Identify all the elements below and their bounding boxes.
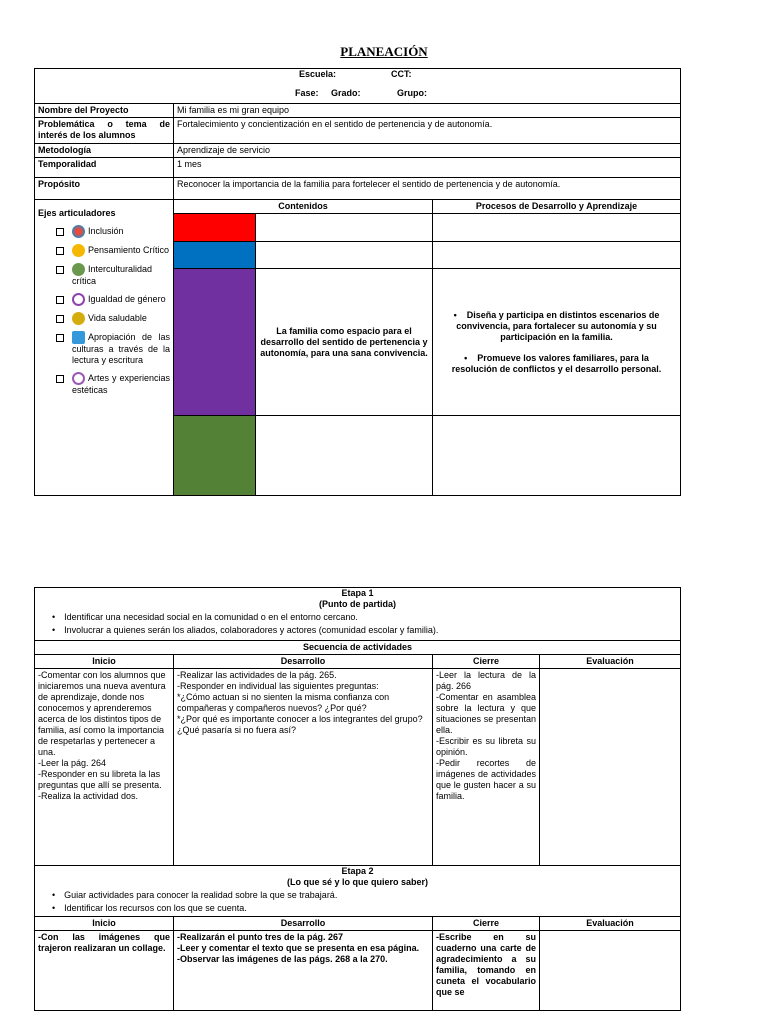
proposito-value: Reconocer la importancia de la familia para fortelecer el sentido de pertenencia y de autonomía. <box>174 178 681 200</box>
proposito-label: Propósito <box>35 178 174 200</box>
proposito-row <box>35 178 681 200</box>
problematica-label: Problemática o tema de interés de los alumnos <box>35 118 174 144</box>
grado-label: Grado: <box>331 88 361 98</box>
book-icon <box>72 331 85 344</box>
etapa1-inicio: -Comentar con los alumnos que iniciaremos una nueva aventura de aprendizaje, donde nos conocemos y aprenderemos acerca de los distintos tipos de familia, así como la importancia de respetarlas y pertenecer a una. -Leer la pág. 264 -Responder en su libreta la las preguntas que allí se presenta. -Realiza la actividad dos. <box>35 669 174 866</box>
etapas-table <box>34 587 681 1011</box>
pda-item: • Diseña y participa en distintos escenarios de convivencia, para fortalecer su autonomía y su participación en la familia. <box>441 310 672 343</box>
etapa2-inicio: -Con las imágenes que trajeron realizaran un collage. <box>35 931 174 1011</box>
eje-pensamiento: Pensamiento Crítico <box>56 244 170 257</box>
etapa2-desarrollo: -Realizarán el punto tres de la pág. 267 -Leer y comentar el texto que se presenta en esa página. -Observar las imágenes de las págs. 268 a la 270. <box>174 931 433 1011</box>
metodologia-label: Metodología <box>35 144 174 158</box>
etapa1-bullet: • Involucrar a quienes serán los aliados, colaboradores y actores (comunidad escolar y familia). <box>52 625 677 636</box>
etapa1-title: Etapa 1 <box>341 588 374 598</box>
eje-artes: Artes y experiencias estéticas <box>56 372 170 396</box>
checkbox-icon <box>56 266 64 274</box>
col-evaluacion: Evaluación <box>540 917 681 931</box>
metodologia-row <box>35 144 681 158</box>
etapa2-evaluacion <box>540 931 681 1011</box>
color-block-red <box>174 214 256 242</box>
fase-label: Fase: <box>295 88 319 98</box>
problematica-row <box>35 118 681 144</box>
eje-interculturalidad: Interculturalidad crítica <box>56 263 170 287</box>
problematica-value: Fortalecimiento y concientización en el sentido de pertenencia y de autonomía. <box>174 118 681 144</box>
ejes-cell <box>35 200 174 496</box>
checkbox-icon <box>56 247 64 255</box>
etapa1-desarrollo: -Realizar las actividades de la pág. 265. -Responder en individual las siguientes preguntas: *¿Cómo actuan si no sienten la misma confianza con compañeras y compañeros nuevos? ¿Por qué? *¿Por qué es importante conocer a los integrantes del grupo? ¿Qué pasaría si no fuera así? <box>174 669 433 866</box>
eje-inclusion: Inclusión <box>56 225 170 238</box>
apple-icon <box>72 312 85 325</box>
school-row <box>35 69 681 104</box>
etapa1-bullet: • Identificar una necesidad social en la comunidad o en el entorno cercano. <box>52 612 677 623</box>
etapa2-bullet: • Guiar actividades para conocer la realidad sobre la que se trabajará. <box>52 890 677 901</box>
temporalidad-label: Temporalidad <box>35 158 174 178</box>
etapa1-cierre: -Leer la lectura de la pág. 266 -Comentar en asamblea sobre la lectura y que situaciones se presentan ella. -Escribir es su libreta su opinión. -Pedir recortes de imágenes de actividades que le gusten hacer a su familia. <box>433 669 540 866</box>
pda-item: • Promueve los valores familiares, para la resolución de conflictos y el desarrollo personal. <box>441 353 672 375</box>
etapa2-header <box>35 866 681 917</box>
col-desarrollo: Desarrollo <box>174 655 433 669</box>
etapa1-subtitle: (Punto de partida) <box>319 599 397 609</box>
proyecto-row <box>35 104 681 118</box>
color-block-blue <box>174 242 256 269</box>
etapa2-title: Etapa 2 <box>341 866 374 876</box>
temporalidad-value: 1 mes <box>174 158 681 178</box>
gender-icon <box>72 293 85 306</box>
color-block-purple <box>174 269 256 416</box>
checkbox-icon <box>56 375 64 383</box>
checkbox-icon <box>56 228 64 236</box>
col-inicio: Inicio <box>35 655 174 669</box>
grupo-label: Grupo: <box>397 88 427 98</box>
ejes-title: Ejes articuladores <box>38 208 116 218</box>
pda-header: Procesos de Desarrollo y Aprendizaje <box>433 200 681 214</box>
color-block-green <box>174 416 256 496</box>
page-title: PLANEACIÓN <box>340 44 428 59</box>
checkbox-icon <box>56 315 64 323</box>
proyecto-label: Nombre del Proyecto <box>35 104 174 118</box>
eje-apropiacion: Apropiación de las culturas a través de la lectura y escritura <box>56 331 170 366</box>
etapa2-subtitle: (Lo que sé y lo que quiero saber) <box>287 877 429 887</box>
contenidos-header: Contenidos <box>174 200 433 214</box>
thinking-icon <box>72 244 85 257</box>
col-cierre: Cierre <box>433 917 540 931</box>
checkbox-icon <box>56 334 64 342</box>
palette-icon <box>72 372 85 385</box>
eje-vida-saludable: Vida saludable <box>56 312 170 325</box>
pda-cell <box>433 269 681 416</box>
metodologia-value: Aprendizaje de servicio <box>174 144 681 158</box>
globe-icon <box>72 263 85 276</box>
escuela-label: Escuela: <box>299 69 337 79</box>
col-cierre: Cierre <box>433 655 540 669</box>
temporalidad-row <box>35 158 681 178</box>
col-evaluacion: Evaluación <box>540 655 681 669</box>
inclusion-icon <box>72 225 85 238</box>
planning-table <box>34 68 681 496</box>
col-desarrollo: Desarrollo <box>174 917 433 931</box>
etapa1-header <box>35 588 681 641</box>
cct-label: CCT: <box>391 69 412 79</box>
etapa2-bullet: • Identificar los recursos con los que se cuenta. <box>52 903 677 914</box>
eje-igualdad: Igualdad de género <box>56 293 170 306</box>
etapa1-evaluacion <box>540 669 681 866</box>
col-inicio: Inicio <box>35 917 174 931</box>
etapa2-cierre: -Escribe en su cuaderno una carte de agradecimiento a su familia, tomando en cuneta el vocabulario que se <box>433 931 540 1011</box>
proyecto-value: Mi familia es mi gran equipo <box>174 104 681 118</box>
secuencia-header: Secuencia de actividades <box>35 641 681 655</box>
contenido-text: La familia como espacio para el desarrollo del sentido de pertenencia y autonomía, para una sana convivencia. <box>256 269 433 416</box>
checkbox-icon <box>56 296 64 304</box>
